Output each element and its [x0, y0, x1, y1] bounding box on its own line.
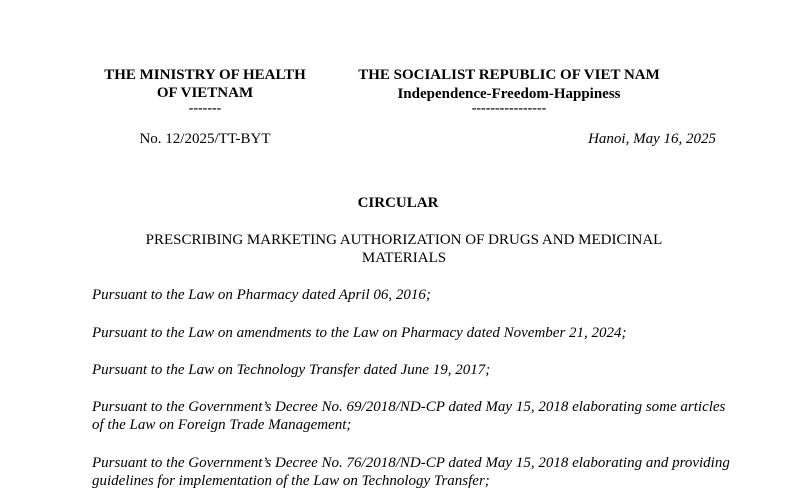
nation-separator: ---------------- — [471, 101, 547, 116]
legal-basis-paragraph: Pursuant to the Government’s Decree No. 76/2018/ND-CP dated May 15, 2018 elaborating and providing guidelines for implementation of the Law on Technology Transfer; — [92, 455, 730, 489]
legal-basis-paragraph: Pursuant to the Law on amendments to the Law on Pharmacy dated November 21, 2024; — [92, 325, 627, 341]
legal-basis-paragraph: Pursuant to the Government’s Decree No. 69/2018/ND-CP dated May 15, 2018 elaborating some articles of the Law on Foreign Trade Management; — [92, 399, 726, 433]
place-and-date: Hanoi, May 16, 2025 — [588, 131, 716, 147]
legal-basis-paragraph: Pursuant to the Law on Pharmacy dated April 06, 2016; — [92, 287, 431, 303]
legal-basis-paragraph: Pursuant to the Law on Technology Transfer dated June 19, 2017; — [92, 362, 491, 378]
national-motto: Independence-Freedom-Happiness — [397, 86, 621, 102]
issuer-name-line-2: OF VIETNAM — [156, 85, 254, 101]
nation-name: THE SOCIALIST REPUBLIC OF VIET NAM — [358, 67, 660, 83]
document-type: CIRCULAR — [357, 195, 439, 211]
issuer-separator: ------- — [188, 101, 222, 116]
issuer-name — [88, 66, 322, 102]
document-number: No. 12/2025/TT-BYT — [139, 131, 271, 147]
document-title: PRESCRIBING MARKETING AUTHORIZATION OF DRUGS AND MEDICINAL MATERIALS — [145, 232, 663, 266]
issuer-name-line-1: THE MINISTRY OF HEALTH — [104, 67, 306, 83]
